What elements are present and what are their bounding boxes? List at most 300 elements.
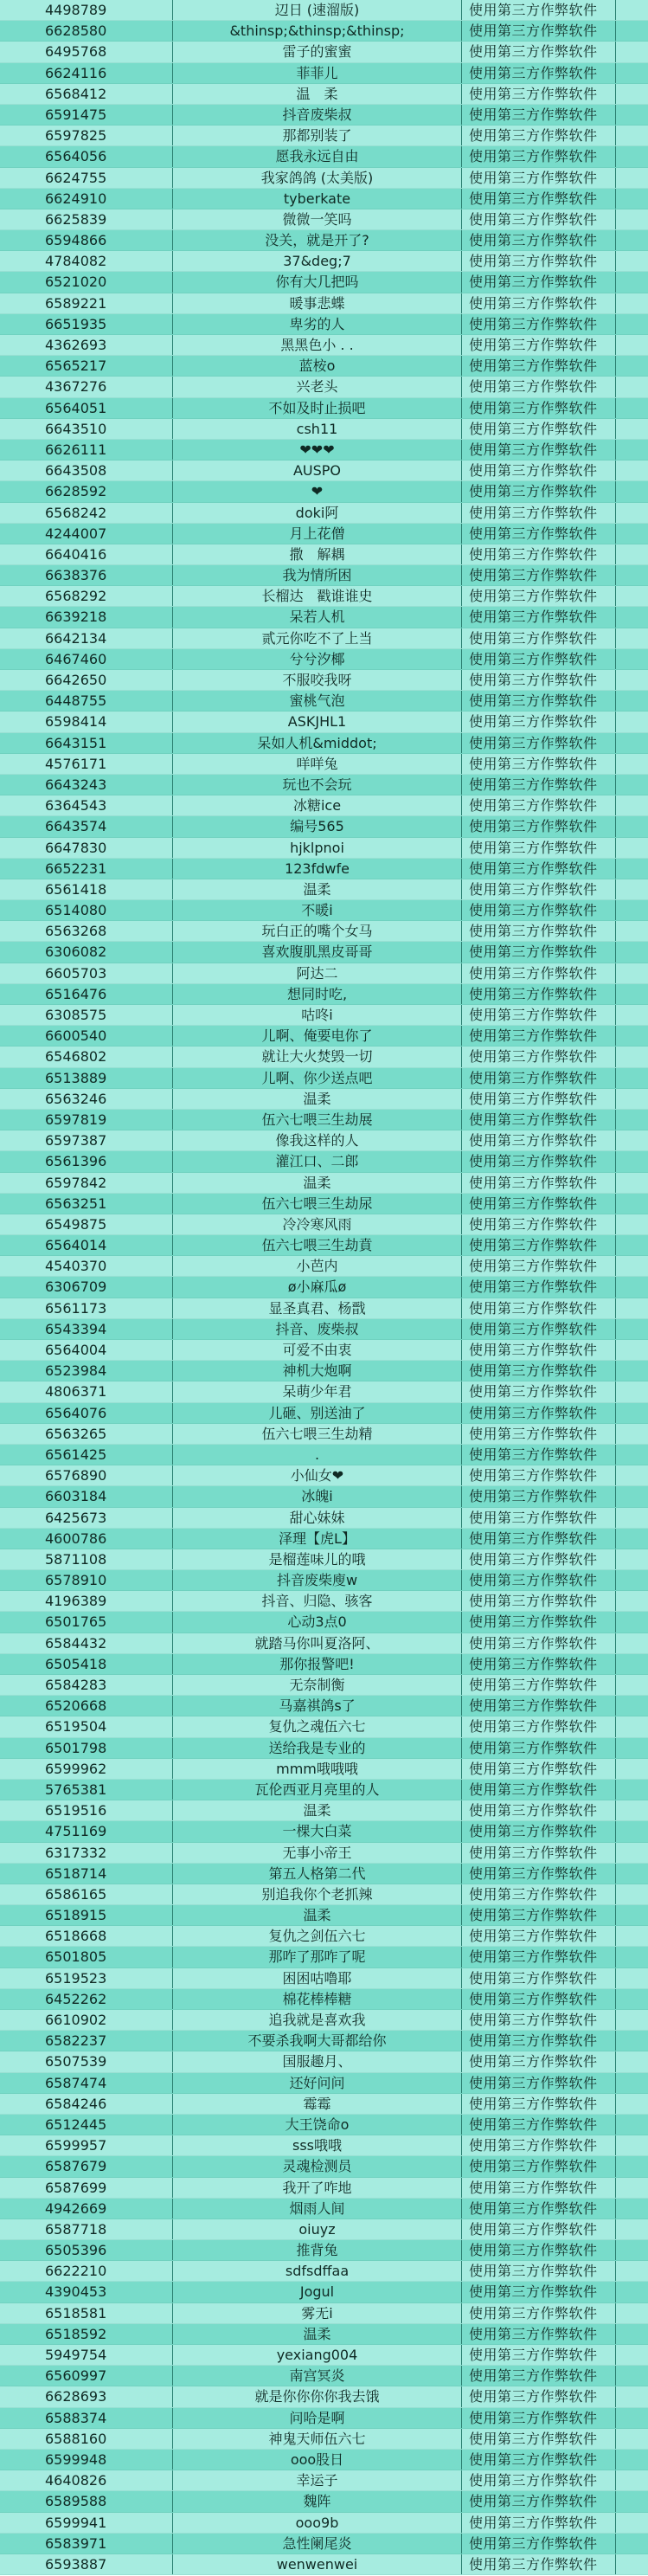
- table-row: [0, 1696, 648, 1716]
- table-row: [0, 2324, 648, 2345]
- row-margin: [616, 481, 648, 501]
- player-name: 卑劣的人: [173, 314, 462, 334]
- ban-reason: 使用第三方作弊软件: [462, 481, 616, 501]
- player-id: 6643508: [0, 460, 173, 480]
- player-name: 还好问问: [173, 2073, 462, 2093]
- ban-reason: 使用第三方作弊软件: [462, 1381, 616, 1401]
- player-id: 6501798: [0, 1738, 173, 1758]
- table-row: [0, 963, 648, 984]
- row-margin: [616, 1151, 648, 1171]
- player-name: 小仙女❤: [173, 1465, 462, 1485]
- player-id: 6564004: [0, 1340, 173, 1360]
- player-name: 不如及时止损吧: [173, 398, 462, 418]
- player-name: yexiang004: [173, 2345, 462, 2365]
- player-id: 6578910: [0, 1570, 173, 1590]
- row-margin: [616, 607, 648, 627]
- player-name: 呆若人机: [173, 607, 462, 627]
- ban-reason: 使用第三方作弊软件: [462, 691, 616, 711]
- row-margin: [616, 2156, 648, 2176]
- row-margin: [616, 1570, 648, 1590]
- table-row: [0, 775, 648, 795]
- table-row: [0, 1465, 648, 1486]
- row-margin: [616, 1675, 648, 1695]
- player-id: 6518668: [0, 1926, 173, 1946]
- ban-reason: 使用第三方作弊软件: [462, 1989, 616, 2009]
- player-id: 6452262: [0, 1989, 173, 2009]
- table-row: [0, 1989, 648, 2010]
- row-margin: [616, 21, 648, 41]
- player-id: 4244007: [0, 524, 173, 544]
- table-row: [0, 1926, 648, 1947]
- table-row: [0, 63, 648, 84]
- ban-reason: 使用第三方作弊软件: [462, 2491, 616, 2511]
- ban-reason: 使用第三方作弊软件: [462, 1716, 616, 1736]
- ban-reason: 使用第三方作弊软件: [462, 2470, 616, 2490]
- ban-reason: 使用第三方作弊软件: [462, 2534, 616, 2553]
- table-row: [0, 733, 648, 754]
- player-name: 雾无i: [173, 2303, 462, 2323]
- player-id: 6521020: [0, 272, 173, 292]
- ban-reason: 使用第三方作弊软件: [462, 712, 616, 731]
- table-row: [0, 1068, 648, 1089]
- ban-reason: 使用第三方作弊软件: [462, 419, 616, 439]
- player-id: 6597825: [0, 126, 173, 145]
- player-name: 无事小帝王: [173, 1843, 462, 1863]
- table-row: [0, 2261, 648, 2282]
- player-id: 6568242: [0, 503, 173, 523]
- table-row: [0, 2366, 648, 2386]
- ban-reason: 使用第三方作弊软件: [462, 2051, 616, 2071]
- row-margin: [616, 1716, 648, 1736]
- player-id: 5765381: [0, 1780, 173, 1800]
- row-margin: [616, 1508, 648, 1528]
- ban-reason: 使用第三方作弊软件: [462, 1759, 616, 1779]
- ban-reason: 使用第三方作弊软件: [462, 1800, 616, 1820]
- player-id: 6306709: [0, 1277, 173, 1297]
- ban-reason: 使用第三方作弊软件: [462, 1026, 616, 1046]
- row-margin: [616, 2303, 648, 2323]
- player-name: 推背兔: [173, 2240, 462, 2260]
- player-name: hjklpnoi: [173, 838, 462, 858]
- player-name: 温柔: [173, 1800, 462, 1820]
- player-name: 玩也不会玩: [173, 775, 462, 795]
- player-id: 6519523: [0, 1968, 173, 1988]
- player-name: 显圣真君、杨戬: [173, 1298, 462, 1318]
- table-row: [0, 2135, 648, 2156]
- table-row: [0, 1424, 648, 1445]
- row-margin: [616, 63, 648, 83]
- ban-reason: 使用第三方作弊软件: [462, 1340, 616, 1360]
- row-margin: [616, 2324, 648, 2344]
- ban-reason: 使用第三方作弊软件: [462, 2135, 616, 2155]
- table-row: [0, 1277, 648, 1298]
- player-id: 6584432: [0, 1633, 173, 1653]
- table-row: [0, 1864, 648, 1884]
- table-row: [0, 628, 648, 649]
- player-name: 呆萌少年君: [173, 1381, 462, 1401]
- table-row: [0, 712, 648, 732]
- player-name: 咕咚i: [173, 1005, 462, 1025]
- player-id: 6512445: [0, 2115, 173, 2135]
- row-margin: [616, 230, 648, 250]
- player-id: 6561396: [0, 1151, 173, 1171]
- row-margin: [616, 921, 648, 941]
- row-margin: [616, 754, 648, 774]
- player-id: 6598414: [0, 712, 173, 731]
- ban-reason: 使用第三方作弊软件: [462, 1570, 616, 1590]
- row-margin: [616, 84, 648, 104]
- row-margin: [616, 2199, 648, 2219]
- player-name: 瓦伦西亚月亮里的人: [173, 1780, 462, 1800]
- table-row: [0, 42, 648, 62]
- table-row: [0, 1884, 648, 1905]
- row-margin: [616, 440, 648, 460]
- table-row: [0, 1591, 648, 1612]
- player-name: 冰魄i: [173, 1486, 462, 1506]
- player-name: 想同时吃,: [173, 984, 462, 1004]
- ban-reason: 使用第三方作弊软件: [462, 1905, 616, 1925]
- row-margin: [616, 1046, 648, 1066]
- player-name: 棉花棒棒糖: [173, 1989, 462, 2009]
- player-name: 伍六七喂三生劫精: [173, 1424, 462, 1444]
- player-id: 6568412: [0, 84, 173, 104]
- player-name: 伍六七喂三生劫賁: [173, 1235, 462, 1255]
- player-id: 4576171: [0, 754, 173, 774]
- player-id: 6588374: [0, 2408, 173, 2428]
- player-name: sdfsdffaa: [173, 2261, 462, 2281]
- row-margin: [616, 1194, 648, 1214]
- ban-reason: 使用第三方作弊软件: [462, 754, 616, 774]
- ban-reason: 使用第三方作弊软件: [462, 586, 616, 606]
- player-name: 微微一笑吗: [173, 209, 462, 229]
- ban-reason: 使用第三方作弊软件: [462, 230, 616, 250]
- ban-reason: 使用第三方作弊软件: [462, 900, 616, 920]
- table-row: [0, 691, 648, 712]
- player-id: 6448755: [0, 691, 173, 711]
- player-name: csh11: [173, 419, 462, 439]
- player-id: 6561418: [0, 879, 173, 899]
- row-margin: [616, 1968, 648, 1988]
- table-row: [0, 503, 648, 524]
- table-row: [0, 1821, 648, 1842]
- ban-reason: 使用第三方作弊软件: [462, 2554, 616, 2574]
- player-name: 长榴达 戳谁谁史: [173, 586, 462, 606]
- ban-reason: 使用第三方作弊软件: [462, 565, 616, 585]
- player-id: 6563268: [0, 921, 173, 941]
- row-margin: [616, 2031, 648, 2051]
- ban-reason: 使用第三方作弊软件: [462, 1675, 616, 1695]
- player-id: 6599941: [0, 2513, 173, 2533]
- ban-reason: 使用第三方作弊软件: [462, 1130, 616, 1150]
- table-row: [0, 1173, 648, 1194]
- table-row: [0, 1319, 648, 1340]
- table-row: [0, 2386, 648, 2407]
- player-id: 4784082: [0, 251, 173, 271]
- player-name: 你有大几把吗: [173, 272, 462, 292]
- ban-reason: 使用第三方作弊软件: [462, 649, 616, 669]
- player-name: 复仇之魂伍六七: [173, 1716, 462, 1736]
- table-row: [0, 2219, 648, 2240]
- player-name: 那都别装了: [173, 126, 462, 145]
- table-row: [0, 356, 648, 377]
- ban-reason: 使用第三方作弊软件: [462, 1633, 616, 1653]
- ban-reason: 使用第三方作弊软件: [462, 377, 616, 396]
- ban-reason: 使用第三方作弊软件: [462, 314, 616, 334]
- row-margin: [616, 1759, 648, 1779]
- row-margin: [616, 2429, 648, 2449]
- table-row: [0, 1340, 648, 1361]
- ban-reason: 使用第三方作弊软件: [462, 1968, 616, 1988]
- row-margin: [616, 1465, 648, 1485]
- table-row: [0, 1256, 648, 1277]
- player-id: 6622210: [0, 2261, 173, 2281]
- player-id: 6625839: [0, 209, 173, 229]
- row-margin: [616, 2115, 648, 2135]
- ban-reason: 使用第三方作弊软件: [462, 1738, 616, 1758]
- ban-reason: 使用第三方作弊软件: [462, 879, 616, 899]
- player-name: ❤❤❤: [173, 440, 462, 460]
- player-name: 烟雨人间: [173, 2199, 462, 2219]
- ban-reason: 使用第三方作弊软件: [462, 1508, 616, 1528]
- player-name: 小芭内: [173, 1256, 462, 1276]
- ban-reason: 使用第三方作弊软件: [462, 1298, 616, 1318]
- ban-reason: 使用第三方作弊软件: [462, 1068, 616, 1088]
- player-name: 温柔: [173, 1089, 462, 1109]
- player-name: 那你报警吧!: [173, 1654, 462, 1674]
- player-id: 6626111: [0, 440, 173, 460]
- player-id: 6565217: [0, 356, 173, 376]
- player-name: 菲菲儿: [173, 63, 462, 83]
- player-id: 6593887: [0, 2554, 173, 2574]
- table-row: [0, 1361, 648, 1381]
- table-row: [0, 2051, 648, 2072]
- row-margin: [616, 795, 648, 815]
- row-margin: [616, 1424, 648, 1444]
- player-name: 暖事悲蝶: [173, 293, 462, 313]
- player-name: 追我就是喜欢我: [173, 2010, 462, 2030]
- table-row: [0, 2534, 648, 2554]
- player-name: tyberkate: [173, 189, 462, 209]
- player-name: 不要杀我啊大哥都给你: [173, 2031, 462, 2051]
- ban-reason: 使用第三方作弊软件: [462, 460, 616, 480]
- player-name: 大王饶命o: [173, 2115, 462, 2135]
- player-name: 不暖i: [173, 900, 462, 920]
- table-row: [0, 2491, 648, 2512]
- ban-reason: 使用第三方作弊软件: [462, 1110, 616, 1130]
- player-id: 6507539: [0, 2051, 173, 2071]
- ban-reason: 使用第三方作弊软件: [462, 272, 616, 292]
- player-name: 雷子的蜜蜜: [173, 42, 462, 61]
- table-row: [0, 2031, 648, 2051]
- row-margin: [616, 1633, 648, 1653]
- ban-reason: 使用第三方作弊软件: [462, 838, 616, 858]
- table-row: [0, 1005, 648, 1026]
- player-name: 就是你你你你我去饿: [173, 2386, 462, 2406]
- player-id: 6628580: [0, 21, 173, 41]
- table-row: [0, 1235, 648, 1256]
- row-margin: [616, 1864, 648, 1884]
- player-id: 6624910: [0, 189, 173, 209]
- ban-reason: 使用第三方作弊软件: [462, 2282, 616, 2302]
- player-name: ooo股日: [173, 2450, 462, 2470]
- table-row: [0, 1026, 648, 1046]
- row-margin: [616, 775, 648, 795]
- player-name: mmm哦哦哦: [173, 1759, 462, 1779]
- row-margin: [616, 2366, 648, 2386]
- table-row: [0, 670, 648, 691]
- ban-reason: 使用第三方作弊软件: [462, 2408, 616, 2428]
- ban-reason: 使用第三方作弊软件: [462, 1424, 616, 1444]
- ban-reason: 使用第三方作弊软件: [462, 2429, 616, 2449]
- row-margin: [616, 586, 648, 606]
- player-name: 撒 解耦: [173, 544, 462, 564]
- table-row: [0, 1403, 648, 1424]
- player-id: 4751169: [0, 1821, 173, 1841]
- player-name: 急性阑尾炎: [173, 2534, 462, 2553]
- player-id: 6624755: [0, 168, 173, 188]
- row-margin: [616, 251, 648, 271]
- ban-reason: 使用第三方作弊软件: [462, 795, 616, 815]
- row-margin: [616, 1340, 648, 1360]
- player-id: 6599957: [0, 2135, 173, 2155]
- row-margin: [616, 1800, 648, 1820]
- row-margin: [616, 1947, 648, 1967]
- player-id: 6588160: [0, 2429, 173, 2449]
- player-id: 6605703: [0, 963, 173, 983]
- player-id: 6563251: [0, 1194, 173, 1214]
- row-margin: [616, 1445, 648, 1465]
- player-id: 6597842: [0, 1173, 173, 1193]
- row-margin: [616, 1277, 648, 1297]
- ban-reason: 使用第三方作弊软件: [462, 2303, 616, 2323]
- table-row: [0, 209, 648, 230]
- row-margin: [616, 859, 648, 879]
- table-row: [0, 1486, 648, 1507]
- row-margin: [616, 1381, 648, 1401]
- row-margin: [616, 189, 648, 209]
- ban-reason: 使用第三方作弊软件: [462, 1151, 616, 1171]
- ban-reason: 使用第三方作弊软件: [462, 2031, 616, 2051]
- table-row: [0, 1110, 648, 1130]
- ban-reason: 使用第三方作弊软件: [462, 1089, 616, 1109]
- row-margin: [616, 209, 648, 229]
- player-name: ø小麻瓜ø: [173, 1277, 462, 1297]
- player-id: 6306082: [0, 942, 173, 962]
- player-id: 6560997: [0, 2366, 173, 2386]
- player-name: 咩咩兔: [173, 754, 462, 774]
- player-id: 6518581: [0, 2303, 173, 2323]
- player-name: 我家鸽鸽 (太美版): [173, 168, 462, 188]
- player-name: 温柔: [173, 1905, 462, 1925]
- ban-reason: 使用第三方作弊软件: [462, 2261, 616, 2281]
- ban-reason: 使用第三方作弊软件: [462, 1256, 616, 1276]
- player-name: 心动3点0: [173, 1612, 462, 1632]
- ban-reason: 使用第三方作弊软件: [462, 1843, 616, 1863]
- player-name: 抖音废柴叔: [173, 105, 462, 125]
- table-row: [0, 230, 648, 251]
- player-id: 6505396: [0, 2240, 173, 2260]
- player-id: 6495768: [0, 42, 173, 61]
- table-row: [0, 1529, 648, 1549]
- player-id: 4367276: [0, 377, 173, 396]
- player-id: 6364543: [0, 795, 173, 815]
- row-margin: [616, 2010, 648, 2030]
- table-row: [0, 2010, 648, 2031]
- player-name: 第五人格第二代: [173, 1864, 462, 1884]
- player-name: 冰糖ice: [173, 795, 462, 815]
- row-margin: [616, 1214, 648, 1234]
- player-name: .: [173, 1445, 462, 1465]
- player-id: 6564056: [0, 146, 173, 166]
- ban-reason: 使用第三方作弊软件: [462, 2219, 616, 2239]
- player-name: Jogul: [173, 2282, 462, 2302]
- player-name: 儿砸、别送油了: [173, 1403, 462, 1423]
- row-margin: [616, 544, 648, 564]
- table-row: [0, 1089, 648, 1110]
- row-margin: [616, 398, 648, 418]
- table-row: [0, 251, 648, 272]
- row-margin: [616, 2240, 648, 2260]
- row-margin: [616, 293, 648, 313]
- table-row: [0, 859, 648, 879]
- ban-reason: 使用第三方作弊软件: [462, 524, 616, 544]
- row-margin: [616, 2178, 648, 2198]
- ban-reason: 使用第三方作弊软件: [462, 1549, 616, 1569]
- table-row: [0, 460, 648, 481]
- row-margin: [616, 168, 648, 188]
- player-name: 儿啊、你少送点吧: [173, 1068, 462, 1088]
- table-row: [0, 1780, 648, 1800]
- ban-reason: 使用第三方作弊软件: [462, 2386, 616, 2406]
- ban-reason: 使用第三方作弊软件: [462, 1319, 616, 1339]
- ban-reason: 使用第三方作弊软件: [462, 168, 616, 188]
- player-id: 6501805: [0, 1947, 173, 1967]
- table-row: [0, 1843, 648, 1864]
- table-row: [0, 2513, 648, 2534]
- table-row: [0, 377, 648, 397]
- player-id: 6597819: [0, 1110, 173, 1130]
- table-row: [0, 607, 648, 628]
- table-row: [0, 105, 648, 126]
- row-margin: [616, 1256, 648, 1276]
- row-margin: [616, 2470, 648, 2490]
- row-margin: [616, 984, 648, 1004]
- ban-reason: 使用第三方作弊软件: [462, 2450, 616, 2470]
- player-id: 6584283: [0, 1675, 173, 1695]
- table-row: [0, 314, 648, 335]
- table-row: [0, 1905, 648, 1926]
- player-name: 冷冷寒风雨: [173, 1214, 462, 1234]
- table-row: [0, 754, 648, 775]
- player-name: wenwenwei: [173, 2554, 462, 2574]
- row-margin: [616, 879, 648, 899]
- table-row: [0, 2429, 648, 2450]
- ban-reason: 使用第三方作弊软件: [462, 1591, 616, 1611]
- row-margin: [616, 2135, 648, 2155]
- player-id: 6587679: [0, 2156, 173, 2176]
- player-name: 温柔: [173, 1173, 462, 1193]
- player-name: 兴老头: [173, 377, 462, 396]
- ban-reason: 使用第三方作弊软件: [462, 84, 616, 104]
- player-id: 6610902: [0, 2010, 173, 2030]
- table-row: [0, 586, 648, 607]
- player-id: 4540370: [0, 1256, 173, 1276]
- player-id: 6628693: [0, 2386, 173, 2406]
- table-row: [0, 1654, 648, 1675]
- row-margin: [616, 1884, 648, 1904]
- player-id: 6643243: [0, 775, 173, 795]
- ban-reason: 使用第三方作弊软件: [462, 628, 616, 648]
